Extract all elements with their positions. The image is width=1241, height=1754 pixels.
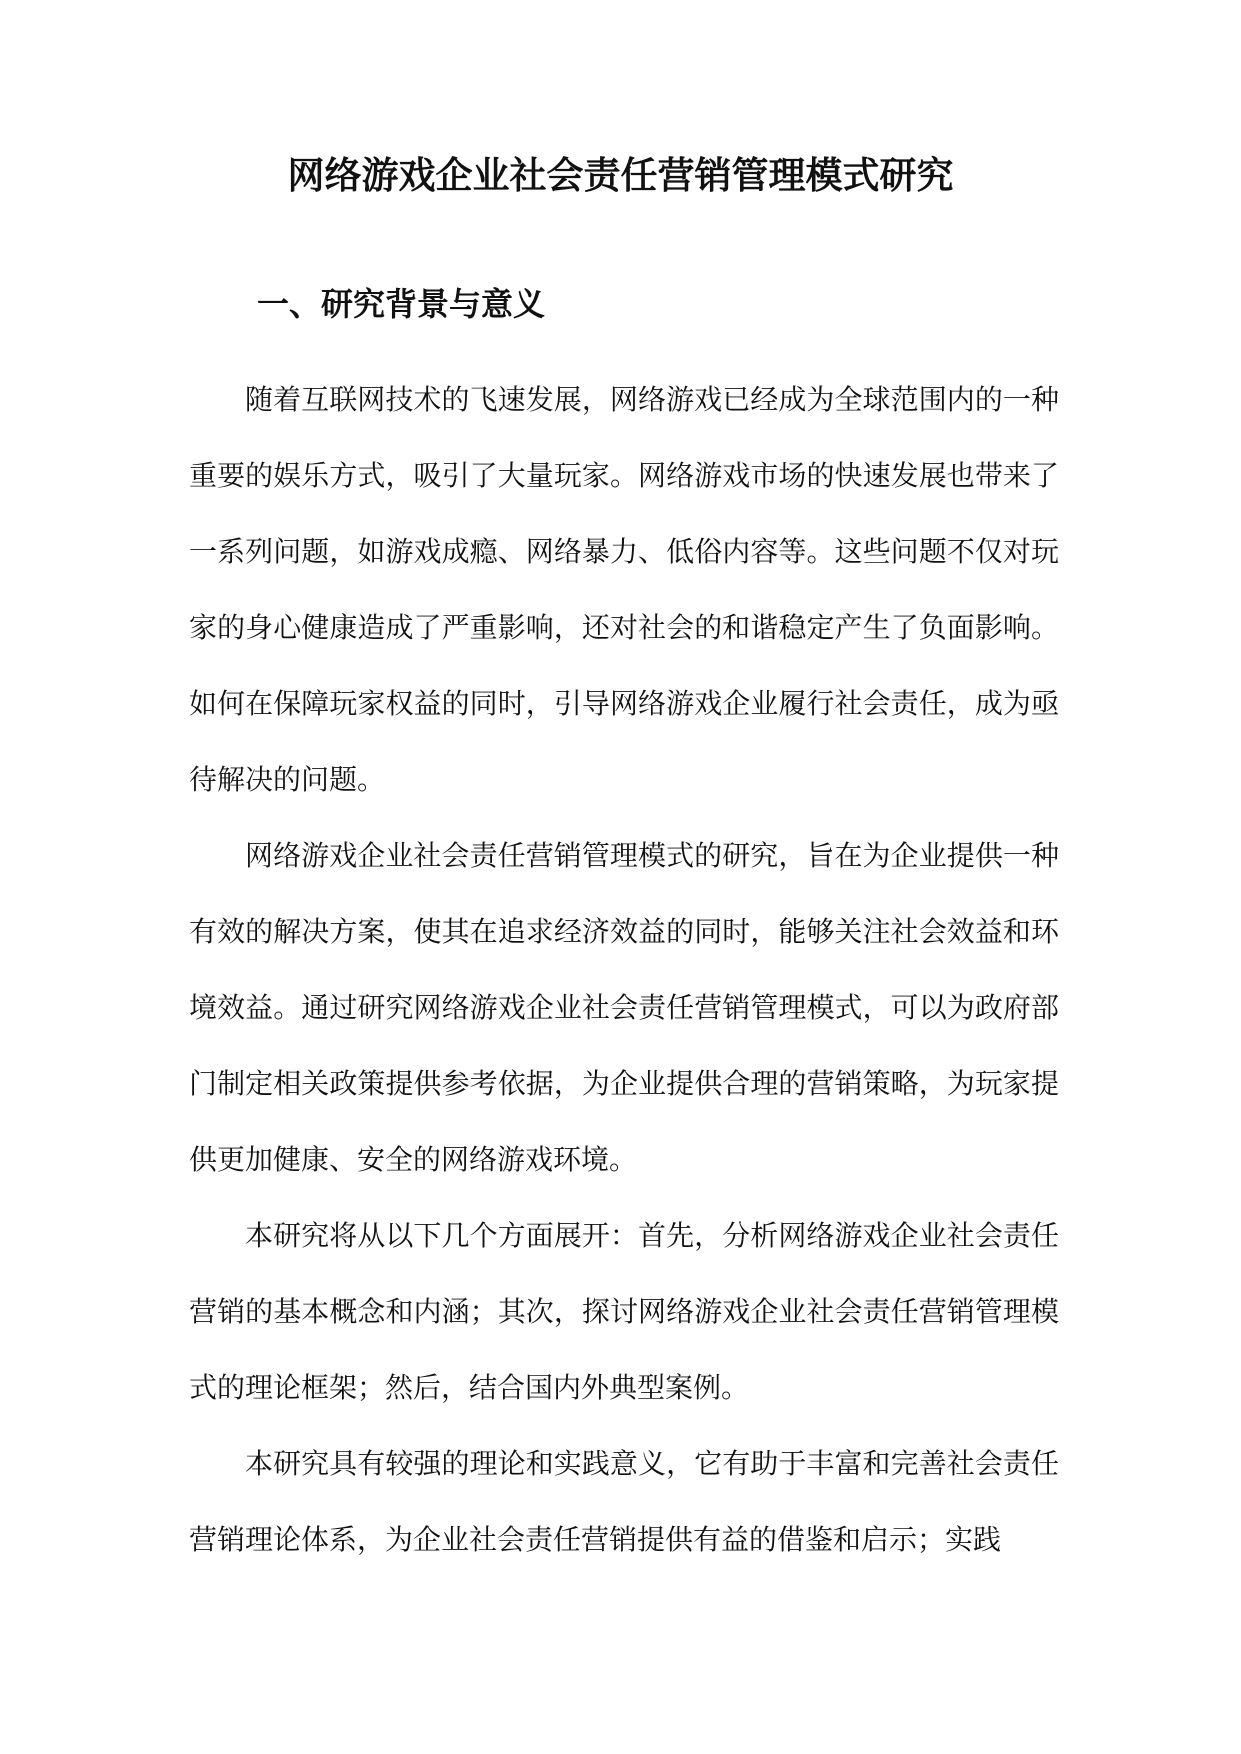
paragraph-purpose: 网络游戏企业社会责任营销管理模式的研究，旨在为企业提供一种有效的解决方案，使其在追求经济效益的同时，能够关注社会效益和环境效益。通过研究网络游戏企业社会责任营销管理模式，可以为政府部门制定相关政策提供参考依据，为企业提供合理的营销策略，为玩家提供更加健康、安全的网络游戏环境。 [189,839,1059,1176]
document-title: 网络游戏企业社会责任营销管理模式研究 [287,153,954,197]
paragraph-outline: 本研究将从以下几个方面展开：首先，分析网络游戏企业社会责任营销的基本概念和内涵；其次，探讨网络游戏企业社会责任营销管理模式的理论框架；然后，结合国内外典型案例。 [189,1219,1059,1404]
paragraph-background: 随着互联网技术的飞速发展，网络游戏已经成为全球范围内的一种重要的娱乐方式，吸引了大量玩家。网络游戏市场的快速发展也带来了一系列问题，如游戏成瘾、网络暴力、低俗内容等。这些问题不仅对玩家的身心健康造成了严重影响，还对社会的和谐稳定产生了负面影响。如何在保障玩家权益的同时，引导网络游戏企业履行社会责任，成为亟待解决的问题。 [189,383,1059,796]
paragraph-significance: 本研究具有较强的理论和实践意义，它有助于丰富和完善社会责任营销理论体系，为企业社会责任营销提供有益的借鉴和启示；实践 [189,1447,1059,1556]
section-heading: 一、研究背景与意义 [257,285,546,323]
